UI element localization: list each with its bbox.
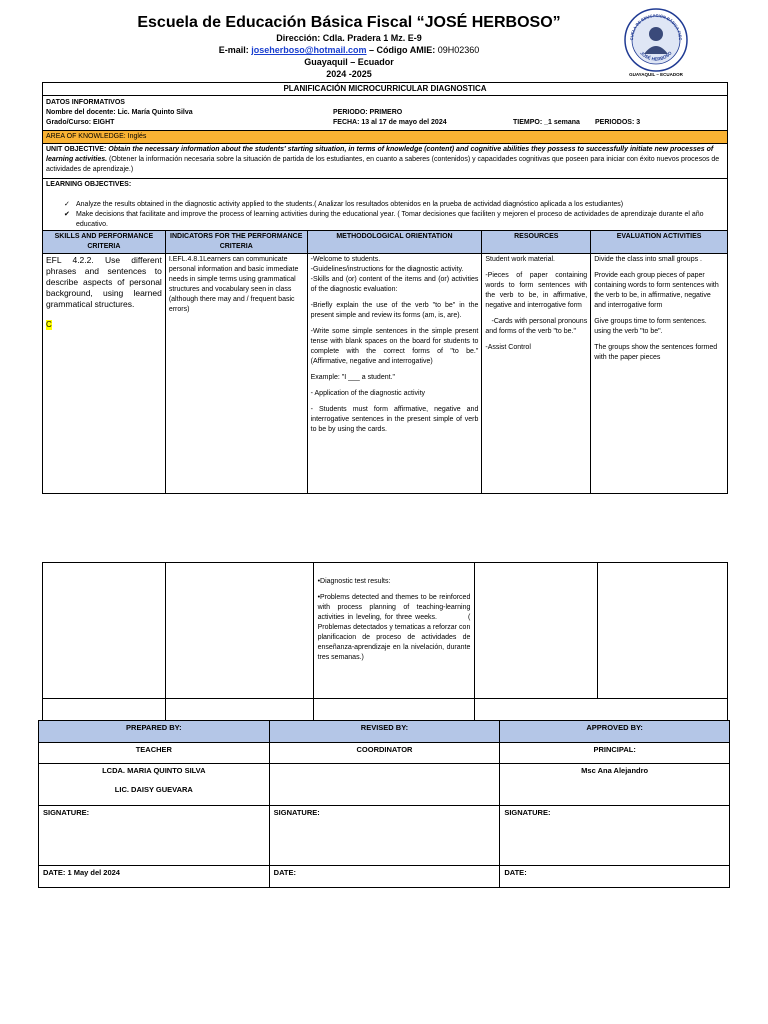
seal-caption: GUAYAQUIL – ECUADOR — [629, 72, 683, 77]
prepared-by-label: PREPARED BY: — [39, 721, 270, 743]
date-range: FECHA: 13 al 17 de mayo del 2024 — [333, 119, 447, 126]
diagnostic-results-cell: •Diagnostic test results: •Problems detected and themes to be reinforced with process planning of teaching-learning activities in leveling, for three weeks. ( Problemas detectados y tematicas a reforzar con planificacion de proceso de actividades de enseñanza-aprendizaje en la nivelación, durante tres semanas.) — [313, 563, 475, 699]
email-link[interactable]: joseherboso@hotmail.com — [251, 45, 367, 55]
method-cell: -Welcome to students. -Guidelines/instructions for the diagnostic activity. -Skills and (or) content of the items and (or) activities of the diagnostic evaluation: -Briefly explain the use of the verb "to be" in the present simple and review its forms (am, is, are). -Write some simple sentences in the simple present tense with blank spaces on the board for students to complete with the correct forms of "to be." (Affirmative, negative and interrogative) Example: "I ___ a student." - Application of the diagnostic activity - Students must form affirmative, negative and interrogative sentences in the present simple of verb to be by using the cards. — [307, 254, 482, 494]
col-method: METHODOLOGICAL ORIENTATION — [307, 231, 482, 254]
learning-objectives: LEARNING OBJECTIVES: ✓ Analyze the results obtained in the diagnostic activity applied to the students.( Analizar los resultados obtenidos en la prueba de actividad diagnóstico aplicada a los estudiantes) ✔ Make decisions that facilitate and improve the process of learning activities during the educational year. ( Tomar decisiones que faciliten y mejoren el proceso de actividades de aprendizaje durante el año educativo. — [43, 179, 728, 231]
date-field: DATE: — [500, 866, 730, 888]
coordinator-role: COORDINATOR — [269, 743, 500, 764]
area-of-knowledge: AREA OF KNOWLEDGE: Inglés — [43, 131, 728, 144]
indicators-cell: I.EFL.4.8.1Learners can communicate personal information and basic immediate needs in simple terms using grammatical structures and vocabulary seen in class (although there may and / frequent basic errors) — [165, 254, 307, 494]
objective-item: ✓ Analyze the results obtained in the diagnostic activity applied to the students.( Analizar los resultados obtenidos en la prueba de actividad diagnóstico aplicada a los estudiantes) — [64, 201, 624, 208]
checkmark-icon: ✓ — [64, 201, 70, 208]
checkmark-icon: ✔ — [64, 211, 70, 218]
evaluation-cell: Divide the class into small groups . Provide each group pieces of paper containing words to form sentences with the verb to be, in affirmative, negative and interrogative form Give groups time to form sentences. using the verb "to be". The groups show the sentences formed with the paper pieces — [591, 254, 728, 494]
signature-field: SIGNATURE: — [39, 806, 270, 866]
periods: PERIODOS: 3 — [595, 119, 641, 126]
highlight-mark: C — [46, 320, 52, 329]
time: TIEMPO: _1 semana — [513, 119, 580, 126]
svg-text:ESCUELA DE EDUCACIÓN BÁSICA FI: CUELA DE EDUCACIÓN BÁSICA FISC — [628, 12, 684, 41]
principal-name: Msc Ana Alejandro — [500, 764, 730, 806]
info-section: DATOS INFORMATIVOS Nombre del docente: Lic. María Quinto Silva PERIODO: PRIMERO Grado/Curso: EIGHT FECHA: 13 al 17 de mayo del 2024 TIEMPO: _1 semana PERIODOS: 3 — [43, 96, 728, 131]
revised-by-label: REVISED BY: — [269, 721, 500, 743]
signature-field: SIGNATURE: — [269, 806, 500, 866]
planning-table — [42, 82, 728, 494]
col-evaluation: EVALUATION ACTIVITIES — [591, 231, 728, 254]
period: PERIODO: PRIMERO — [333, 109, 403, 116]
signoff-table — [38, 720, 730, 888]
school-name: Escuela de Educación Básica Fiscal “JOSÉ HERBOSO” — [137, 14, 561, 31]
grade: Grado/Curso: EIGHT — [46, 119, 115, 126]
teacher-name: Nombre del docente: Lic. María Quinto Silva — [46, 109, 193, 116]
unit-objective: UNIT OBJECTIVE: Obtain the necessary information about the students' starting situation, in terms of knowledge (content) and cognitive abilities they possess to successfully initiate new processes of learning activities. (Obtener la información necesaria sobre la situación de partida de los estudiantes, en cuanto a saberes (contenidos) y capacidades cognitivas que poseen para iniciar con éxito nuevos procesos de actividades de aprendizaje.) — [43, 144, 728, 179]
resources-cell: Student work material. -Pieces of paper containing words to form sentences with the verb to be, in affirmative, negative and interrogative form -Cards with personal pronouns and forms of the verb "to be." -Assist Control — [482, 254, 591, 494]
school-address: Dirección: Cdla. Pradera 1 Mz. E-9 — [276, 33, 422, 43]
approved-by-label: APPROVED BY: — [500, 721, 730, 743]
date-field: DATE: — [269, 866, 500, 888]
continuation-table — [42, 562, 728, 721]
school-seal-logo — [624, 8, 688, 72]
principal-role: PRINCIPAL: — [500, 743, 730, 764]
school-year: 2024 -2025 — [326, 69, 372, 79]
date-field: DATE: 1 May del 2024 — [39, 866, 270, 888]
col-resources: RESOURCES — [482, 231, 591, 254]
svg-text:JOSÉ HERBOSO: JOSÉ HERBOSO — [639, 50, 673, 62]
col-indicators: INDICATORS FOR THE PERFORMANCE CRITERIA — [165, 231, 307, 254]
preparer-names: LCDA. MARIA QUINTO SILVA LIC. DAISY GUEVARA — [39, 764, 270, 806]
col-skills: SKILLS AND PERFORMANCE CRITERIA — [43, 231, 166, 254]
contact-line: E-mail: joseherboso@hotmail.com – Código AMIE: 09H02360 — [218, 45, 480, 55]
objective-item: ✔ Make decisions that facilitate and improve the process of learning activities during the educational year. ( Tomar decisiones que faciliten y mejoren el proceso de actividades de aprendizaje durante el año educativo. — [64, 211, 704, 228]
plan-title: PLANIFICACIÓN MICROCURRICULAR DIAGNOSTICA — [43, 83, 728, 96]
signature-field: SIGNATURE: — [500, 806, 730, 866]
skills-cell: EFL 4.2.2. Use different phrases and sentences to describe aspects of personal background, using learned grammatical structures. C — [43, 254, 166, 494]
city-line: Guayaquil – Ecuador — [304, 57, 394, 67]
teacher-role: TEACHER — [39, 743, 270, 764]
